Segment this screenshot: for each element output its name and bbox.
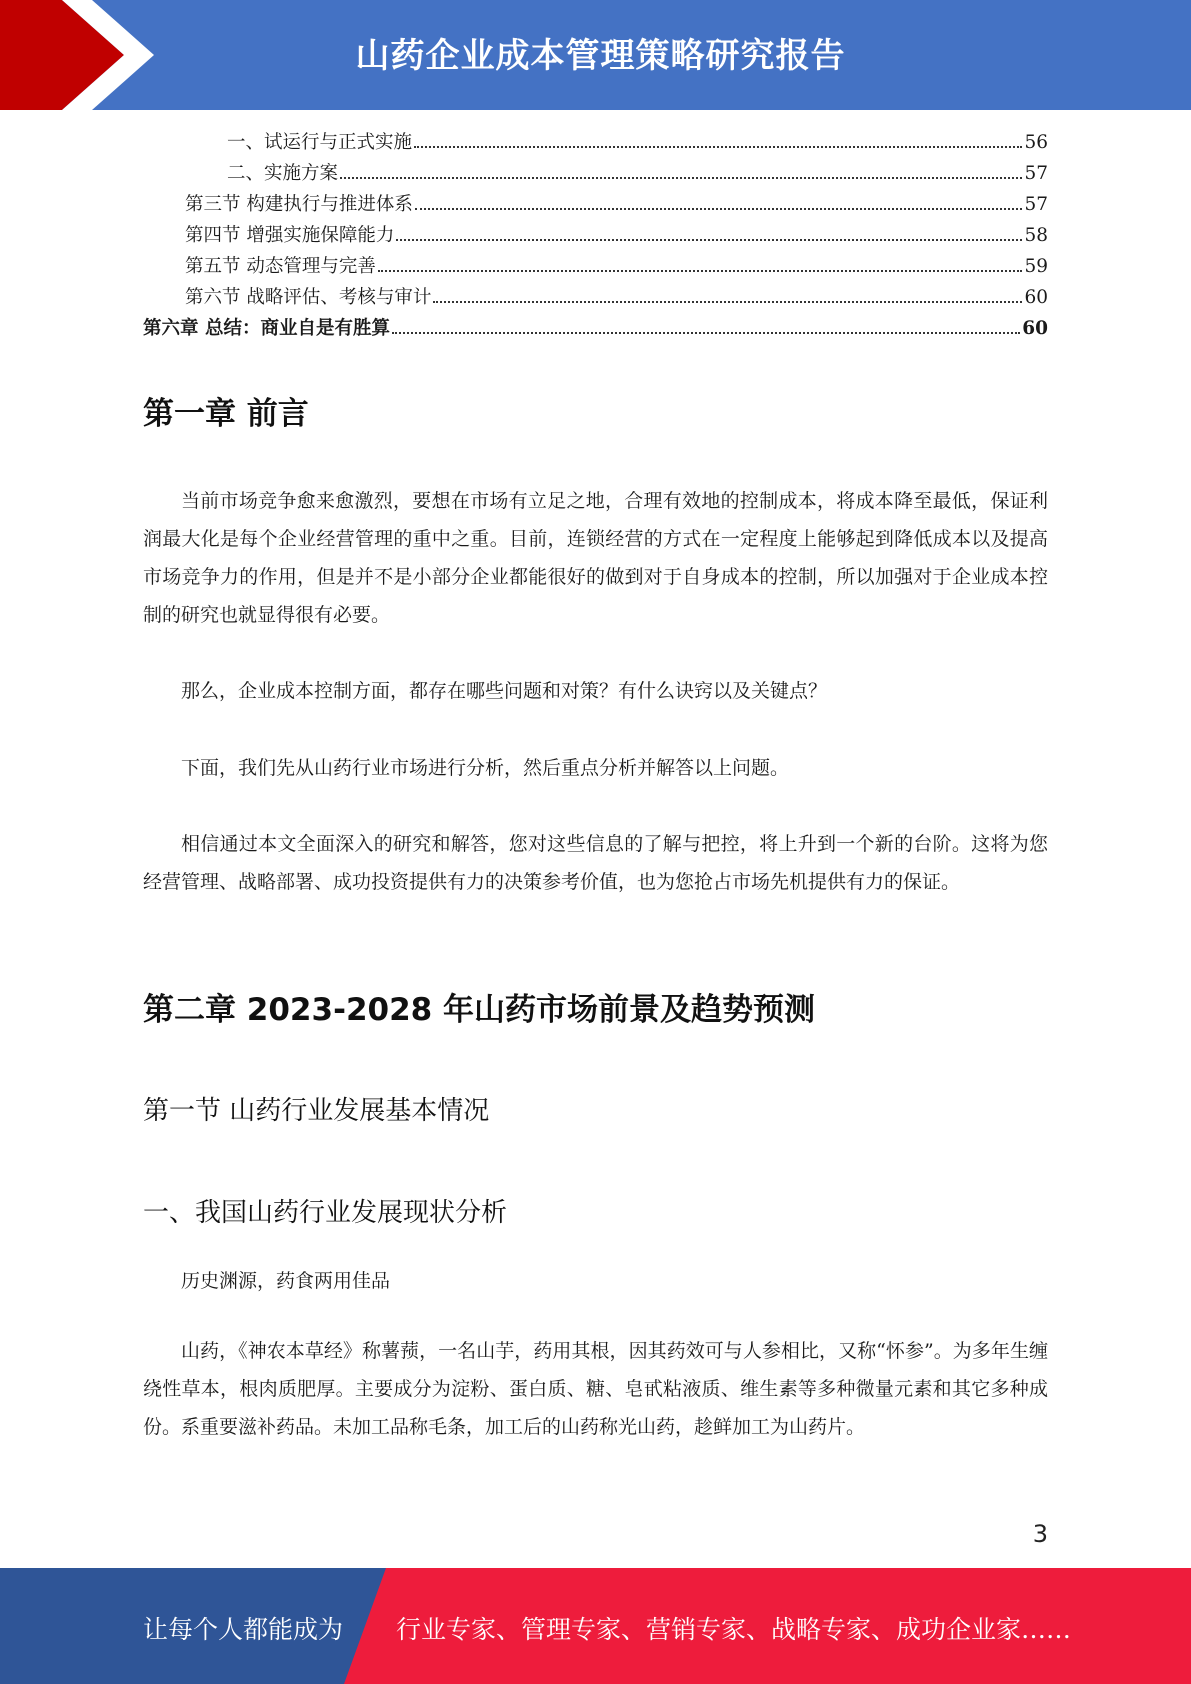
toc-entry[interactable] [143,159,1048,190]
report-title: 山药企业成本管理策略研究报告 [355,36,846,76]
toc-entry-label: 第四节 增强实施保障能力 [185,225,395,246]
toc-entry-page: 60 [1024,287,1048,308]
chapter-1-paragraph: 下面，我们先从山药行业市场进行分析，然后重点分析并解答以上问题。 [181,757,790,779]
section-heading: 第一节 山药行业发展基本情况 [143,1096,490,1126]
page-header [0,0,1191,110]
toc-entry-page: 59 [1024,256,1048,277]
page-footer [0,1568,1191,1684]
toc-entry-label: 第六节 战略评估、考核与审计 [185,287,432,308]
chapter-1-heading: 第一章 前言 [143,396,309,432]
toc-dot-leader [392,332,1020,334]
toc-dot-leader [414,146,1022,148]
toc-dot-leader [396,239,1022,241]
page-number: 3 [1032,1520,1048,1548]
chapter-2-paragraph: 山药，《神农本草经》称薯蓣，一名山芋，药用其根，因其药效可与人参相比，又称“怀参”。为多年生缠绕性草本，根肉质肥厚。主要成分为淀粉、蛋白质、糖、皂甙粘液质、维生素等多种微量元素和其它多种成份。系重要滋补药品。未加工品称毛条，加工后的山药称光山药，趁鲜加工为山药片。 [143,1340,1048,1438]
toc-dot-leader [415,208,1023,210]
toc-entry-page: 57 [1024,194,1048,215]
toc-entry[interactable] [143,221,1048,252]
toc-entry-label: 第六章 总结：商业自是有胜算 [143,318,390,339]
footer-slogan-left: 让每个人都能成为 [143,1615,344,1644]
toc-dot-leader [340,177,1022,179]
toc-entry[interactable] [143,190,1048,221]
toc-entry-label: 二、实施方案 [227,163,339,184]
toc-dot-leader [378,270,1023,272]
footer-slogan-right: 行业专家、管理专家、营销专家、战略专家、成功企业家…… [396,1615,1072,1644]
toc-entry-page: 60 [1022,318,1048,339]
toc-entry[interactable] [143,252,1048,283]
chapter-1-paragraph: 当前市场竞争愈来愈激烈，要想在市场有立足之地，合理有效地的控制成本，将成本降至最低，保证利润最大化是每个企业经营管理的重中之重。目前，连锁经营的方式在一定程度上能够起到降低成本以及提高市场竞争力的作用，但是并不是小部分企业都能很好的做到对于自身成本的控制，所以加强对于企业成本控制的研究也就显得很有必要。 [143,490,1048,626]
table-of-contents [143,128,1048,345]
toc-entry[interactable] [143,283,1048,314]
chapter-2-heading: 第二章 2023-2028 年山药市场前景及趋势预测 [143,992,816,1028]
toc-entry[interactable] [143,128,1048,159]
toc-entry-page: 57 [1024,163,1048,184]
subsection-heading: 一、我国山药行业发展现状分析 [143,1198,508,1228]
chapter-1-paragraph: 那么，企业成本控制方面，都存在哪些问题和对策？有什么诀窍以及关键点？ [181,680,828,702]
toc-entry-page: 58 [1024,225,1048,246]
chapter-2-paragraph: 历史渊源，药食两用佳品 [181,1270,391,1292]
toc-entry-page: 56 [1024,132,1048,153]
chapter-1-paragraph: 相信通过本文全面深入的研究和解答，您对这些信息的了解与把控，将上升到一个新的台阶。这将为您经营管理、战略部署、成功投资提供有力的决策参考价值，也为您抢占市场先机提供有力的保证。 [143,833,1048,893]
toc-entry-label: 第五节 动态管理与完善 [185,256,376,277]
toc-entry[interactable] [143,314,1048,345]
toc-entry-label: 一、试运行与正式实施 [227,132,413,153]
toc-dot-leader [433,301,1022,303]
toc-entry-label: 第三节 构建执行与推进体系 [185,194,413,215]
